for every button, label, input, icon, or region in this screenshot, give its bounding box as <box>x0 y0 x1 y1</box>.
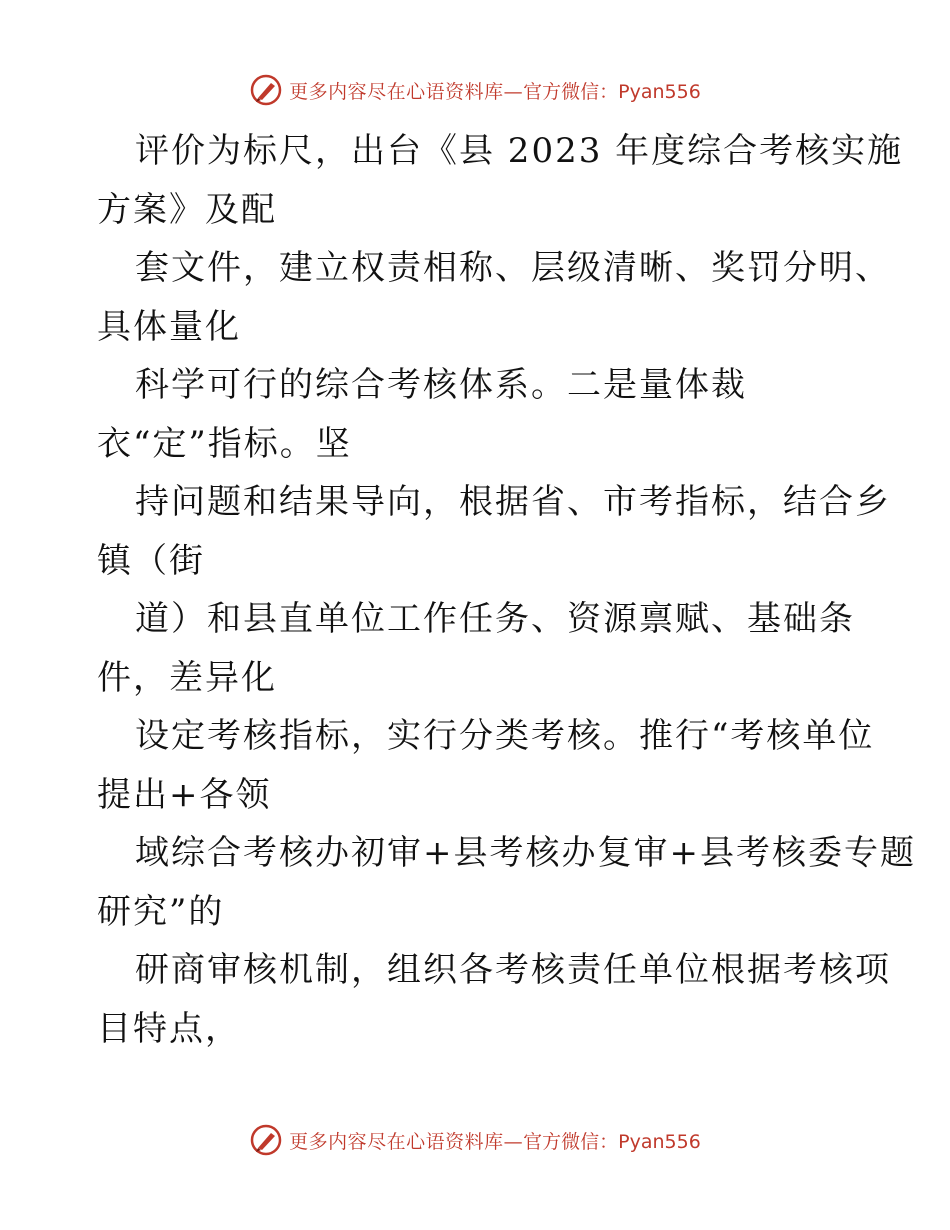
text-line: 目特点， <box>97 1008 241 1049</box>
header-watermark <box>0 70 950 110</box>
text-line: 道）和县直单位工作任务、资源禀赋、基础条 <box>135 599 855 639</box>
text-line: 方案》及配 <box>97 189 277 230</box>
text-line: 研商审核机制，组织各考核责任单位根据考核项 <box>135 950 891 990</box>
text-line: 域综合考核办初审+县考核办复审+县考核委专题 <box>135 833 916 873</box>
text-line: 套文件，建立权责相称、层级清晰、奖罚分明、 <box>135 248 891 288</box>
text-line: 件，差异化 <box>97 657 277 698</box>
text-line: 衣“定”指标。坚 <box>97 423 352 464</box>
watermark-text: 更多内容尽在心语资料库— <box>289 1130 524 1153</box>
text-line: 镇（街 <box>97 540 205 581</box>
pen-logo-icon <box>249 73 283 107</box>
text-line: 具体量化 <box>97 306 241 347</box>
watermark-text: 更多内容尽在心语资料库— <box>289 80 524 103</box>
text-line: 研究”的 <box>97 891 225 932</box>
text-line: 提出+各领 <box>97 774 272 815</box>
watermark-wechat: 官方微信：Pyan556 <box>523 80 701 103</box>
text-line: 评价为标尺，出台《县 2023 年度综合考核实施 <box>135 131 904 171</box>
watermark-wechat: 官方微信：Pyan556 <box>523 1130 701 1153</box>
pen-logo-icon <box>249 1123 283 1157</box>
text-line: 设定考核指标，实行分类考核。推行“考核单位 <box>135 716 875 756</box>
footer-watermark <box>0 1120 950 1160</box>
document-body <box>97 122 916 1058</box>
text-line: 持问题和结果导向，根据省、市考指标，结合乡 <box>135 482 891 522</box>
text-line: 科学可行的综合考核体系。二是量体裁 <box>135 365 747 405</box>
